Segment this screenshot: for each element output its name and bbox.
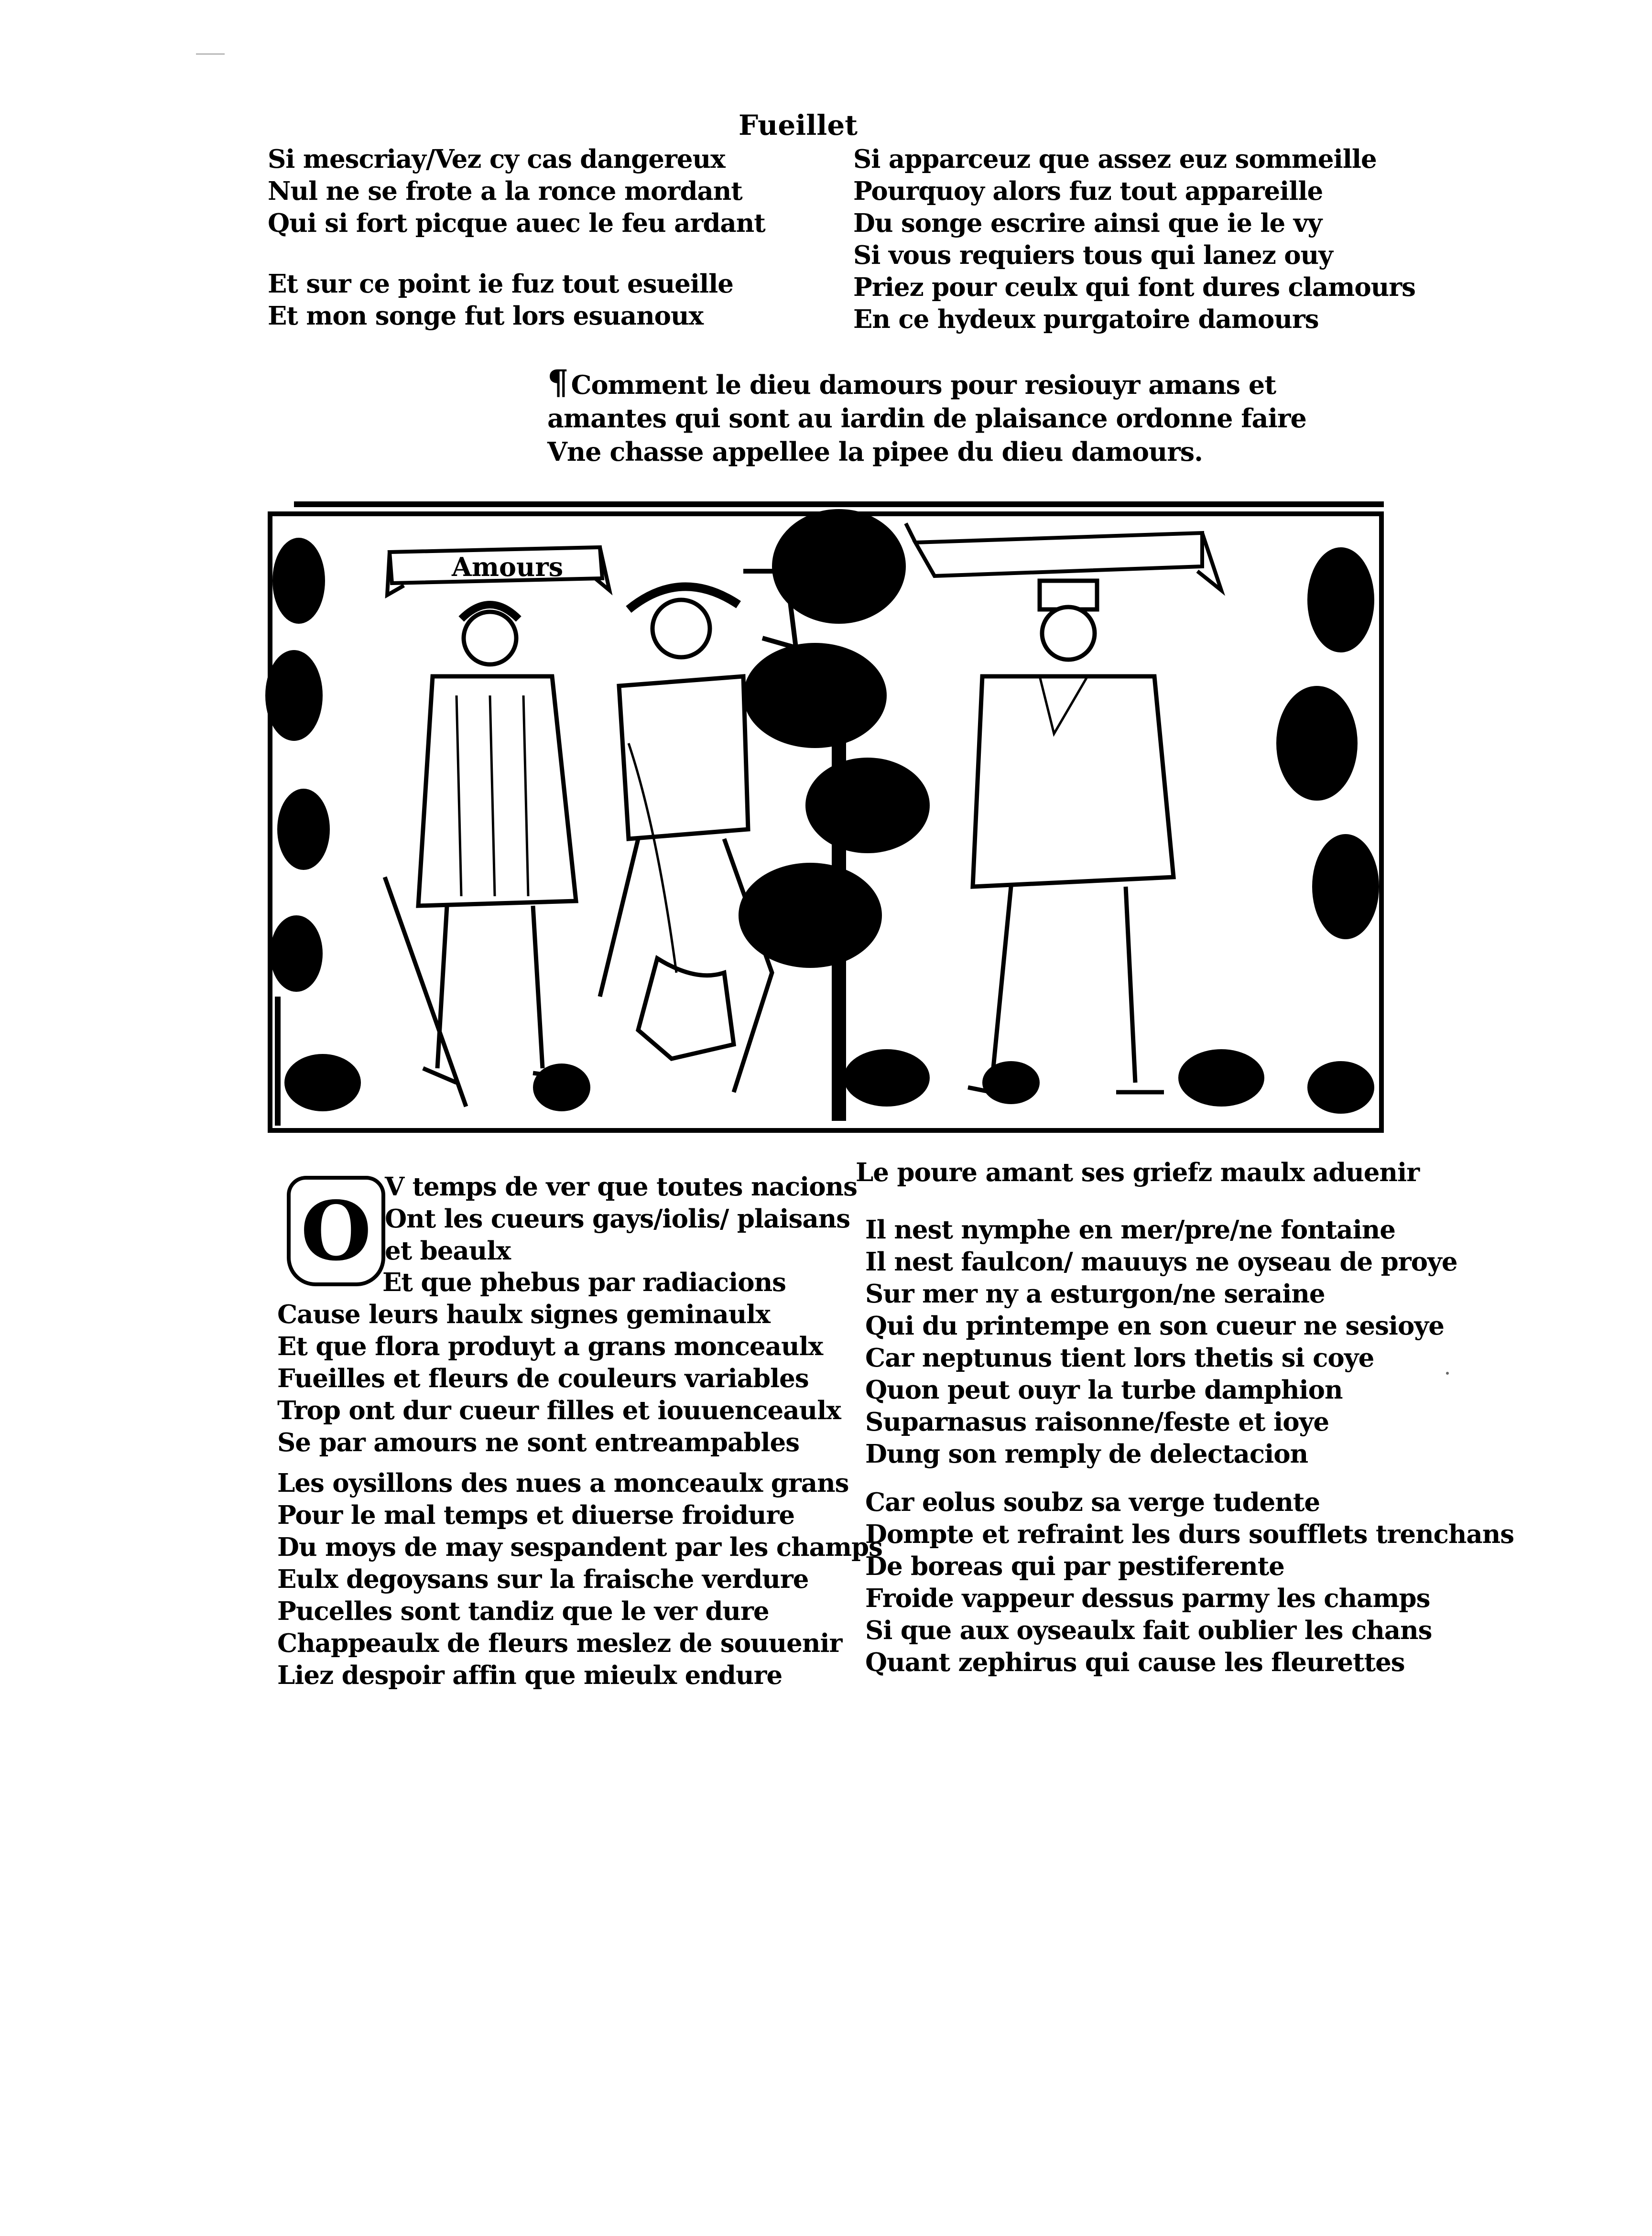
verse-line: Fueilles et fleurs de couleurs variables [277,1364,809,1393]
verse-line: Du songe escrire ainsi que ie le vy [853,208,1322,238]
verse-line: Nul ne se frote a la ronce mordant [268,176,742,206]
foliage-left [265,538,330,1126]
verse-line: Quon peut ouyr la turbe damphion [865,1375,1343,1405]
tree-center [739,509,930,1121]
verse-line: Si que aux oyseaulx fait oublier les chans [865,1616,1432,1645]
foliage-right [1276,547,1379,939]
verse-line: En ce hydeux purgatoire damours [853,304,1319,334]
page-heading: Fueillet [739,109,858,141]
verse-line: Et sur ce point ie fuz tout esueille [268,269,733,299]
rubric-text: Comment le dieu damours pour resiouyr amans et [571,369,1276,400]
verse-line: Pour le mal temps et diuerse froidure [277,1500,795,1530]
chapter-rubric [547,362,1306,468]
verse-line: Le poure amant ses griefz maulx aduenir [856,1158,1420,1187]
verse-line: Trop ont dur cueur filles et iouuenceaulx [277,1396,841,1425]
rubric-line: amantes qui sont au iardin de plaisance ordonne faire [547,403,1306,434]
verse-line: Qui si fort picque auec le feu ardant [268,208,765,238]
verse-line: Quant zephirus qui cause les fleurettes [865,1648,1405,1677]
verse-line: Car eolus soubz sa verge tudente [865,1487,1320,1517]
banner-label: Amours [452,552,564,582]
bottom-right-stanza-2 [865,1214,1457,1470]
figure-fowler [600,571,796,1092]
verse-line: V temps de ver que toutes nacions [385,1172,857,1202]
verse-line: Froide vappeur dessus parmy les champs [865,1584,1430,1613]
verse-line: Du moys de may sespandent par les champs [277,1532,882,1562]
initial-letter: O [300,1183,372,1279]
bottom-right-stanza-1 [856,1157,1419,1189]
verse-line: Cause leurs haulx signes geminaulx [277,1300,770,1329]
verse-line: Et que phebus par radiacions [382,1268,786,1297]
top-left-verse [268,143,765,332]
verse-line: Chappeaulx de fleurs meslez de souuenir [277,1628,842,1658]
verse-line: Dung son remply de delectacion [865,1439,1308,1469]
verse-line: De boreas qui par pestiferente [865,1552,1284,1581]
woodcut-illustration [265,495,1386,1140]
verse-line: Suparnasus raisonne/feste et ioye [865,1407,1329,1437]
verse-line: Et que flora produyt a grans monceaulx [277,1332,823,1361]
verse-line: et beaulx [385,1236,511,1266]
verse-line: Dompte et refraint les durs soufflets trenchans [865,1520,1514,1549]
bottom-right-stanza-3 [865,1487,1514,1679]
bottom-left-stanza-2 [277,1467,882,1692]
bottom-left-stanza-1b [277,1267,841,1459]
verse-line: Si vous requiers tous qui lanez ouy [853,240,1333,270]
verse-line: Si mescriay/Vez cy cas dangereux [268,144,725,174]
figure-amours [385,605,576,1107]
verse-line: Se par amours ne sont entreampables [277,1428,800,1457]
ink-speck [1446,1372,1449,1375]
top-right-verse [853,143,1415,336]
rubric-line [547,362,1306,402]
verse-line: Les oysillons des nues a monceaulx grans [277,1468,849,1498]
verse-line: Car neptunus tient lors thetis si coye [865,1343,1374,1373]
bottom-left-stanza-1 [385,1171,857,1267]
verse-line: Et mon songe fut lors esuanoux [268,301,704,331]
verse-line: Sur mer ny a esturgon/ne seraine [865,1279,1325,1309]
verse-line: Liez despoir affin que mieulx endure [277,1661,783,1690]
rubric-line: Vne chasse appellee la pipee du dieu damours. [547,436,1203,467]
verse-line: Si apparceuz que assez euz sommeille [853,144,1377,174]
figure-lover [968,581,1174,1097]
verse-line: Ont les cueurs gays/iolis/ plaisans [385,1204,850,1234]
verse-line: Pourquoy alors fuz tout appareille [853,176,1323,206]
verse-line: Eulx degoysans sur la fraische verdure [277,1564,809,1594]
verse-line: Priez pour ceulx qui font dures clamours [853,272,1415,302]
verse-line: Il nest nymphe en mer/pre/ne fontaine [865,1215,1396,1245]
verse-line: Il nest faulcon/ mauuys ne oyseau de proye [865,1247,1457,1277]
pilcrow-mark: ¶ [547,362,568,402]
verse-line: Qui du printempe en son cueur ne sesioye [865,1311,1444,1341]
verse-line: Pucelles sont tandiz que le ver dure [277,1596,769,1626]
